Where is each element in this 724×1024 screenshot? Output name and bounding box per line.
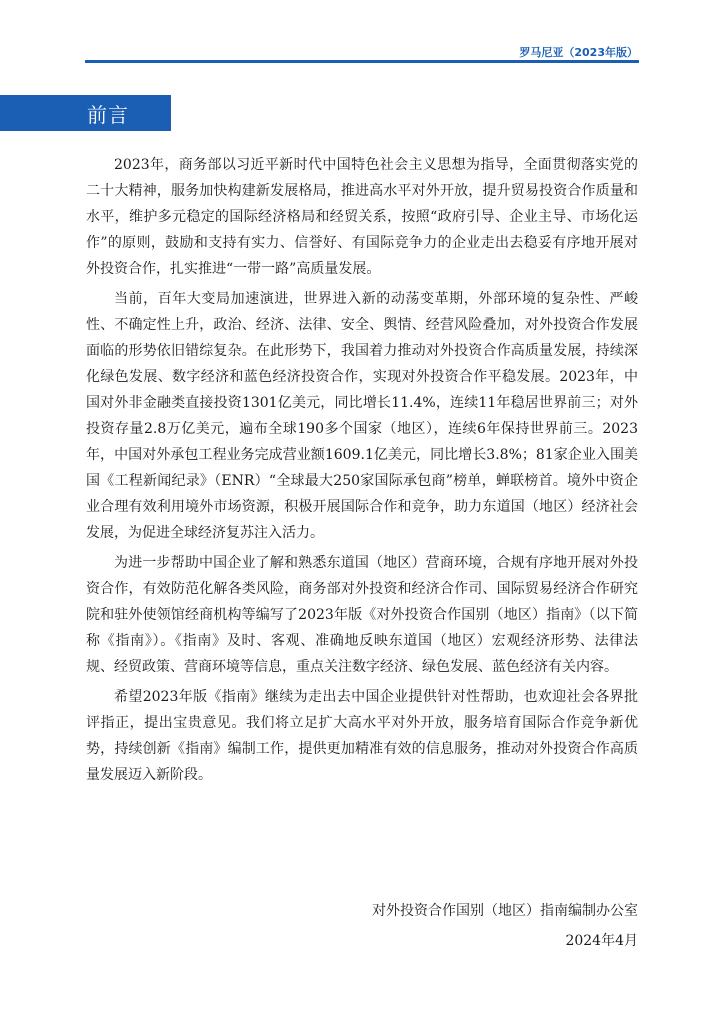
section-title-bar <box>0 95 171 131</box>
header-divider <box>85 60 639 63</box>
paragraph: 希望2023年版《指南》继续为走出去中国企业提供针对性帮助，也欢迎社会各界批评指正，提出宝贵意见。我们将立足扩大高水平对外开放，服务培育国际合作竞争新优势，持续创新《指南》编制工作，提供更加精准有效的信息服务，推动对外投资合作高质量发展迈入新阶段。 <box>86 689 638 783</box>
paragraph: 当前，百年大变局加速演进，世界进入新的动荡变革期，外部环境的复杂性、严峻性、不确定性上升，政治、经济、法律、安全、舆情、经营风险叠加，对外投资合作发展面临的形势依旧错综复杂。在此形势下，我国着力推动对外投资合作高质量发展，持续深化绿色发展、数字经济和蓝色经济投资合作，实现对外投资合作平稳发展。2023年，中国对外非金融类直接投资1301亿美元，同比增长11.4%，连续11年稳居世界前三；对外投资存量2.8万亿美元，遍布全球190多个国家（地区），连续6年保持世界前三。2023年，中国对外承包工程业务完成营业额1609.1亿美元，同比增长3.8%；81家企业入围美国《工程新闻纪录》（ENR）“全球最大250家国际承包商”榜单，蝉联榜首。境外中资企业合理有效利用境外市场资源，积极开展国际合作和竞争，助力东道国（地区）经济社会发展，为促进全球经济复苏注入活力。 <box>86 291 638 541</box>
paragraph: 为进一步帮助中国企业了解和熟悉东道国（地区）营商环境，合规有序地开展对外投资合作，有效防范化解各类风险，商务部对外投资和经济合作司、国际贸易经济合作研究院和驻外使领馆经商机构等编写了2023年版《对外投资合作国别（地区）指南》（以下简称《指南》）。《指南》及时、客观、准确地反映东道国（地区）宏观经济形势、法律法规、经贸政策、营商环境等信息，重点关注数字经济、绿色发展、蓝色经济有关内容。 <box>86 555 638 675</box>
signature-organization: 对外投资合作国别（地区）指南编制办公室 <box>372 903 638 919</box>
signature-date: 2024年4月 <box>565 933 638 949</box>
paragraph: 2023年，商务部以习近平新时代中国特色社会主义思想为指导，全面贯彻落实党的二十大精神，服务加快构建新发展格局，推进高水平对外开放，提升贸易投资合作质量和水平，维护多元稳定的国际经济格局和经贸关系，按照“政府引导、企业主导、市场化运作”的原则，鼓励和支持有实力、信誉好、有国际竞争力的企业走出去稳妥有序地开展对外投资合作，扎实推进“一带一路”高质量发展。 <box>86 157 638 277</box>
running-header: 罗马尼亚（2023年版） <box>519 46 638 59</box>
section-title: 前言 <box>87 103 129 127</box>
body-text <box>86 152 638 788</box>
